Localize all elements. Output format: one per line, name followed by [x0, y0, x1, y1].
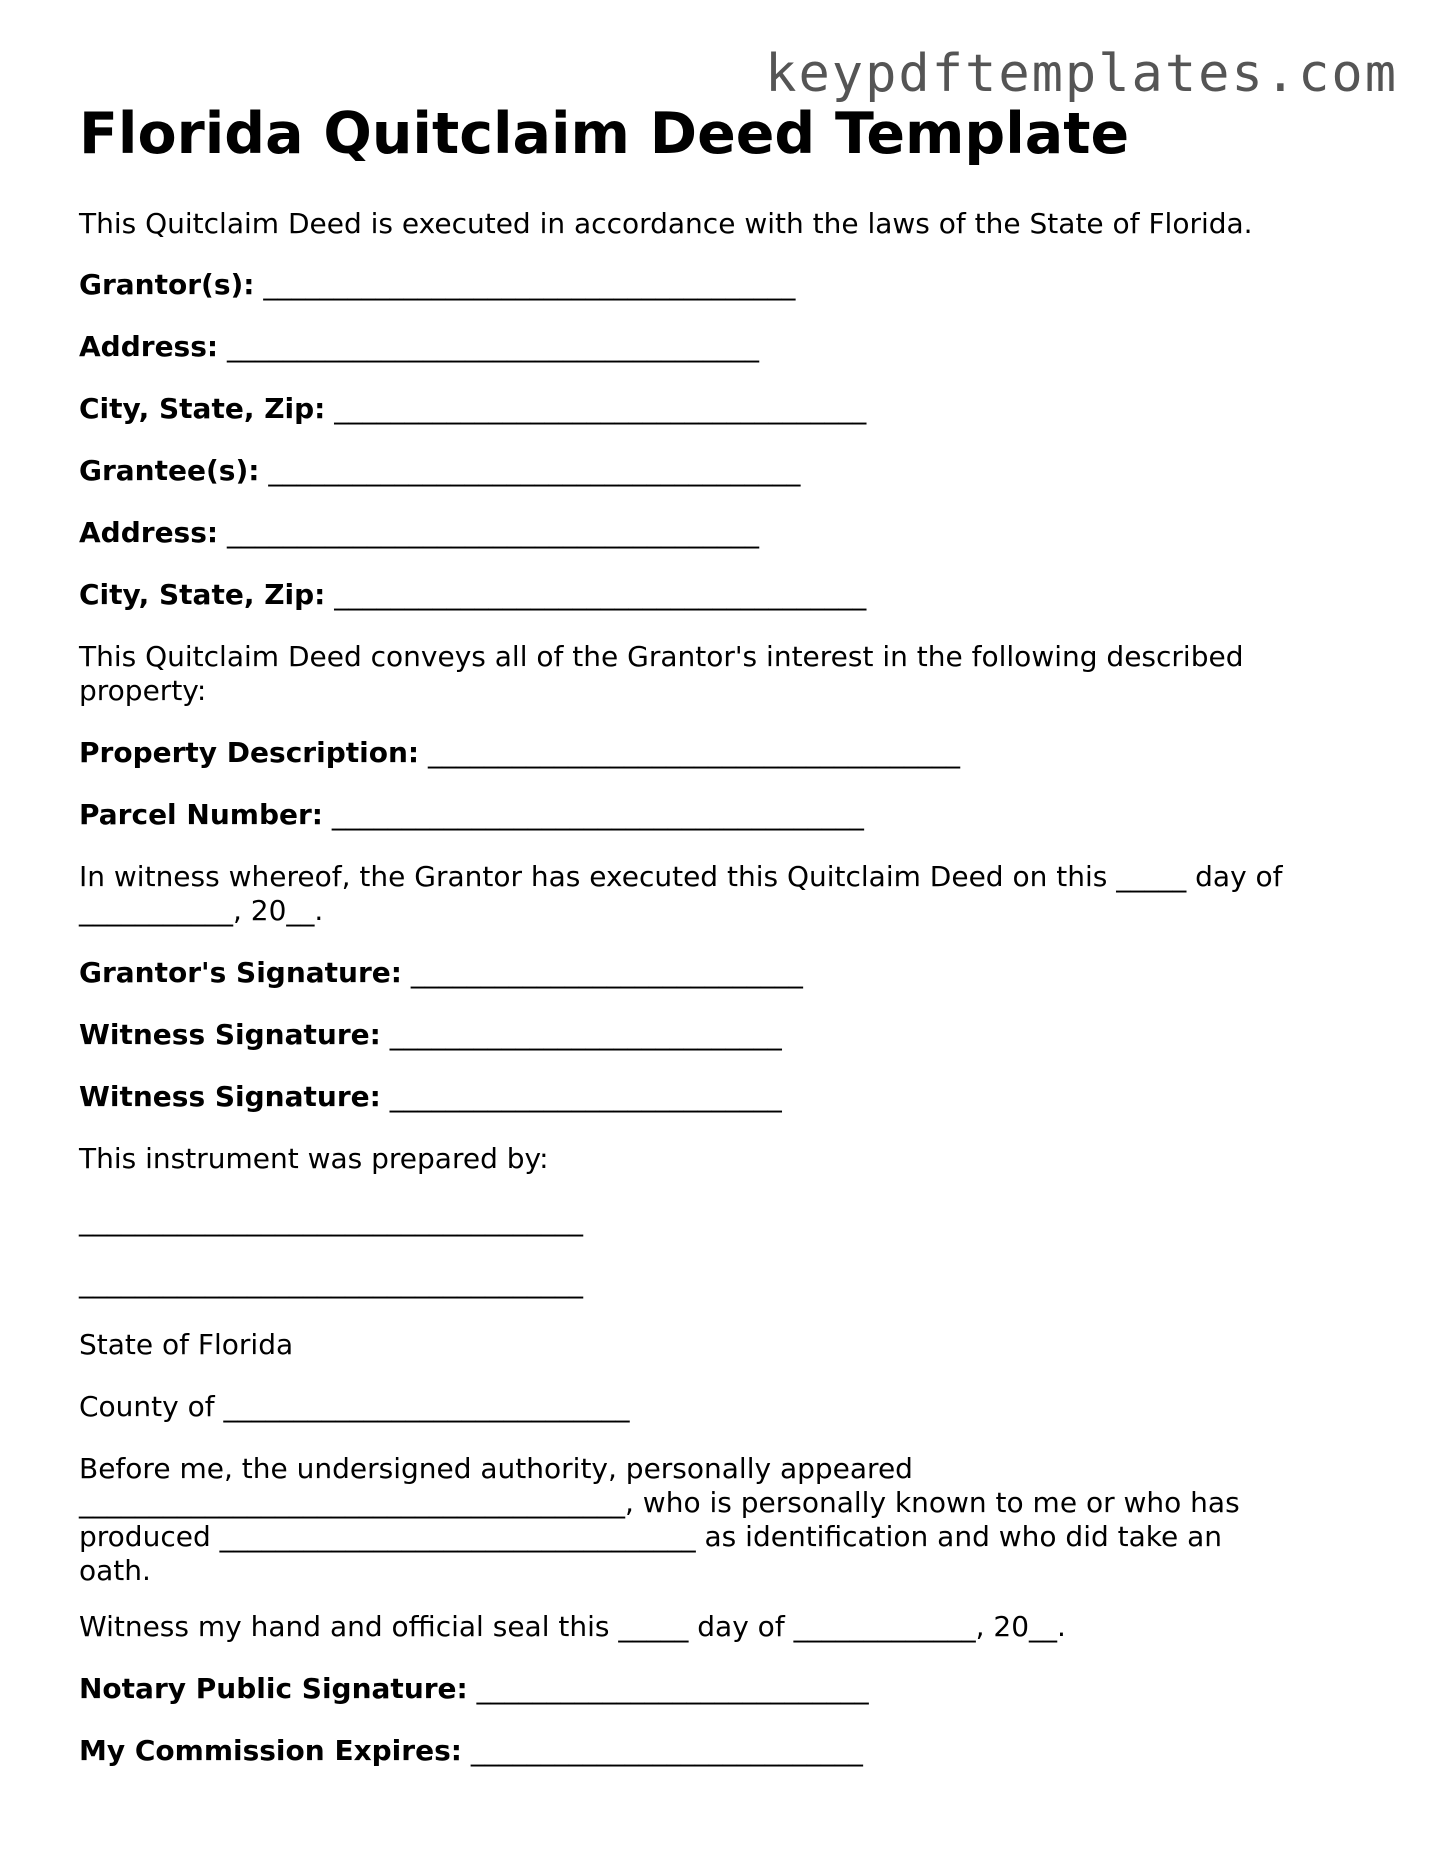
notary-signature-field: [79, 1672, 869, 1706]
grantee-address-label: Address:: [79, 516, 219, 549]
grantor-city-field: [79, 392, 866, 426]
grantor-name-label: Grantor(s):: [79, 268, 255, 301]
grantor-city-label: City, State, Zip:: [79, 392, 326, 425]
grantee-name-blank[interactable]: ______________________________________: [268, 454, 801, 487]
witness-signature-blank-1[interactable]: ____________________________: [389, 1018, 782, 1051]
witness-signature-field-2: [79, 1080, 782, 1114]
grantee-city-blank[interactable]: ______________________________________: [334, 578, 867, 611]
witness-signature-blank-2[interactable]: ____________________________: [389, 1080, 782, 1113]
property-description-label: Property Description:: [79, 736, 420, 769]
grantor-address-label: Address:: [79, 330, 219, 363]
parcel-number-field: [79, 798, 864, 832]
property-description-field: [79, 736, 960, 770]
property-description-blank[interactable]: ______________________________________: [428, 736, 960, 769]
grantor-city-blank[interactable]: ______________________________________: [334, 392, 867, 425]
grantor-address-blank[interactable]: ______________________________________: [227, 330, 759, 363]
grantee-address-field: [79, 516, 759, 550]
grantor-name-blank[interactable]: ______________________________________: [263, 268, 796, 301]
parcel-number-blank[interactable]: ______________________________________: [331, 798, 864, 831]
grantee-name-field: [79, 454, 800, 488]
notary-county-field: [79, 1390, 630, 1424]
grantor-signature-label: Grantor's Signature:: [79, 956, 402, 989]
witness-signature-field-1: [79, 1018, 782, 1052]
parcel-number-label: Parcel Number:: [79, 798, 323, 831]
notary-county-blank[interactable]: _____________________________: [223, 1390, 630, 1423]
grantor-signature-blank[interactable]: ____________________________: [410, 956, 803, 989]
commission-expires-label: My Commission Expires:: [79, 1734, 462, 1767]
grantee-name-label: Grantee(s):: [79, 454, 260, 487]
grantor-address-field: [79, 330, 759, 364]
prepared-by-label: This instrument was prepared by:: [79, 1142, 549, 1175]
grantee-address-blank[interactable]: ______________________________________: [227, 516, 759, 549]
witness-signature-label-2: Witness Signature:: [79, 1080, 381, 1113]
grantor-name-field: [79, 268, 795, 302]
grantor-signature-field: [79, 956, 803, 990]
notary-state: State of Florida: [79, 1328, 294, 1361]
intro-text: This Quitclaim Deed is executed in accordance with the laws of the State of Florida.: [79, 207, 1253, 240]
prepared-by-blank-2[interactable]: ____________________________________: [79, 1266, 583, 1299]
grantee-city-label: City, State, Zip:: [79, 578, 326, 611]
page-title: Florida Quitclaim Deed Template: [79, 101, 1130, 167]
conveyance-text: This Quitclaim Deed conveys all of the Grantor's interest in the following described property:: [79, 640, 1244, 707]
prepared-by-blank-1[interactable]: ____________________________________: [79, 1204, 583, 1237]
witness-signature-label-1: Witness Signature:: [79, 1018, 381, 1051]
notary-signature-label: Notary Public Signature:: [79, 1672, 468, 1705]
notary-county-label: County of: [79, 1390, 215, 1423]
commission-expires-field: [79, 1734, 863, 1768]
watermark: keypdftemplates.com: [765, 44, 1398, 104]
notary-signature-blank[interactable]: ____________________________: [476, 1672, 869, 1705]
notary-appearance-text: Before me, the undersigned authority, personally appeared _______________________________________, who is personally known to me or who has produced __________________________________ as identification and who did take an oath.: [79, 1452, 1240, 1587]
grantee-city-field: [79, 578, 866, 612]
notary-seal-text: Witness my hand and official seal this _____ day of _____________, 20__.: [79, 1610, 1066, 1643]
witness-clause: In witness whereof, the Grantor has executed this Quitclaim Deed on this _____ day of ___________, 20__.: [79, 860, 1283, 927]
commission-expires-blank[interactable]: ____________________________: [470, 1734, 863, 1767]
